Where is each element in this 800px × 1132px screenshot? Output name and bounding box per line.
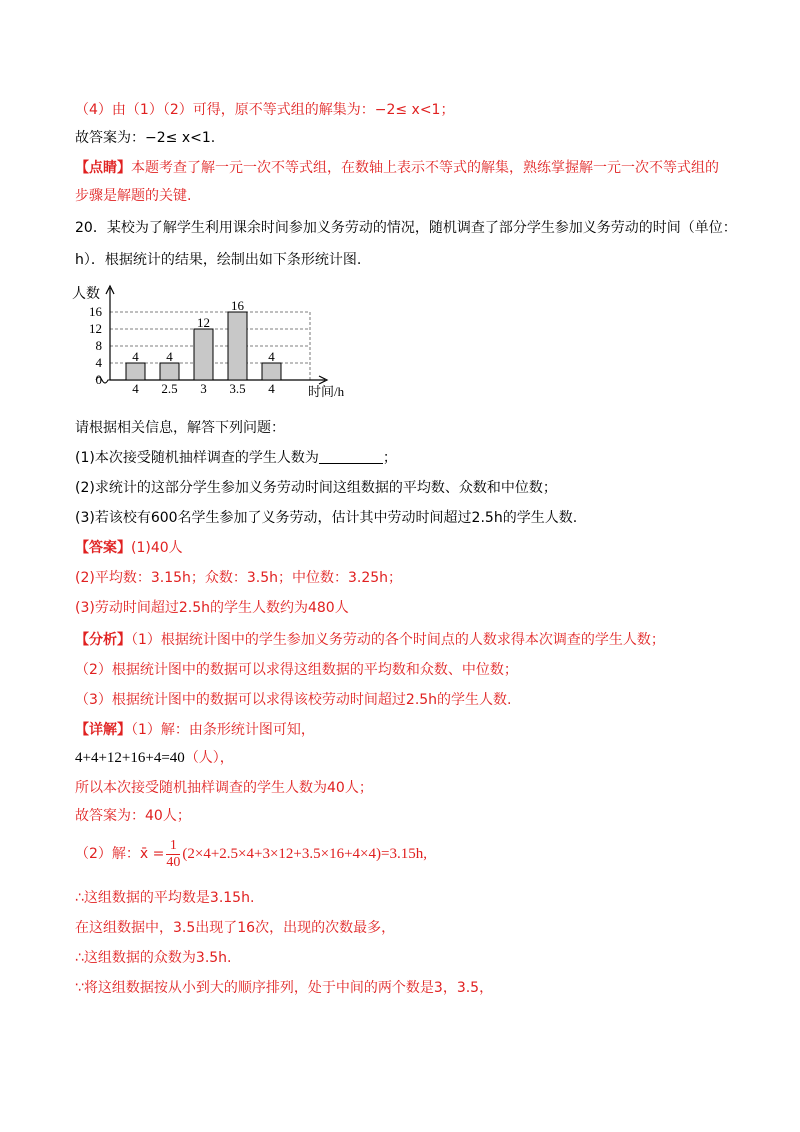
y-axis-label: 人数	[72, 287, 100, 302]
detail-2: 所以本次接受随机抽样调查的学生人数为40人；	[75, 780, 373, 796]
detail-1: 【详解】（1）解：由条形统计图可知，	[75, 722, 315, 738]
mean-formula: （2）解：x̄ = $\frac{1}{40}$ (2×4+2.5×4+3×12+3.5×16+4×4)=3.15h,	[75, 837, 427, 870]
detail-5: ∴这组数据的平均数是3.15h.	[75, 890, 255, 906]
bar-chart	[70, 282, 370, 402]
analysis-2: （2）根据统计图中的数据可以求得这组数据的平均数和众数、中位数；	[75, 662, 518, 678]
x-tick-label-0: 4	[132, 381, 139, 396]
bar-1	[160, 363, 179, 380]
bar-value-label-3: 16	[231, 298, 244, 313]
y-tick-label-16: 16	[89, 304, 102, 319]
sub-question-1: (1)本次接受随机抽样调查的学生人数为 ；	[75, 450, 397, 466]
bar-4	[262, 363, 281, 380]
x-tick-label-1: 2.5	[161, 381, 178, 396]
answer-line: 故答案为：−2≤ x<1.	[75, 130, 216, 146]
answer-2: (2)平均数：3.15h；众数：3.5h；中位数：3.25h；	[75, 570, 403, 586]
x-tick-label-3: 3.5	[229, 381, 246, 396]
detail-8: ∵将这组数据按从小到大的顺序排列，处于中间的两个数是3，3.5，	[75, 980, 494, 996]
comment-line-2: 步骤是解题的关键.	[75, 188, 192, 204]
answer-1: 【答案】(1)40人	[75, 540, 183, 556]
detail-3: 故答案为：40人；	[75, 808, 191, 824]
sub-question-3: (3)若该校有600名学生参加了义务劳动，估计其中劳动时间超过2.5h的学生人数.	[75, 510, 578, 526]
fraction: $\frac{1}{40}$	[166, 837, 181, 870]
sub-question-2: (2)求统计的这部分学生参加义务劳动时间这组数据的平均数、众数和中位数；	[75, 480, 557, 496]
analysis-3: （3）根据统计图中的数据可以求得该校劳动时间超过2.5h的学生人数.	[75, 692, 512, 708]
answer-3: (3)劳动时间超过2.5h的学生人数约为480人	[75, 600, 349, 616]
analysis-1: 【分析】（1）根据统计图中的学生参加义务劳动的各个时间点的人数求得本次调查的学生人数；	[75, 632, 665, 648]
bar-value-label-2: 12	[197, 315, 210, 330]
x-tick-label-4: 4	[268, 381, 275, 396]
question-20-line-2: h）．根据统计的结果，绘制出如下条形统计图.	[75, 252, 362, 268]
question-20-line-1: 20．某校为了解学生利用课余时间参加义务劳动的情况，随机调查了部分学生参加义务劳动的时间（单位：	[75, 220, 737, 236]
x-tick-label-2: 3	[200, 381, 207, 396]
bar-2	[194, 329, 213, 380]
bar-0	[126, 363, 145, 380]
y-tick-label-0: 0	[95, 372, 102, 387]
bar-value-label-1: 4	[166, 349, 173, 364]
y-tick-label-12: 12	[89, 321, 102, 336]
conclusion-line: （4）由（1）（2）可得，原不等式组的解集为：−2≤ x<1；	[75, 102, 455, 118]
answer-blank[interactable]	[319, 449, 383, 464]
comment-line-1: 【点睛】本题考查了解一元一次不等式组，在数轴上表示不等式的解集，熟练掌握解一元一次不等式组的	[75, 160, 719, 176]
equation-1: 4+4+12+16+4=40（人），	[75, 750, 234, 766]
bar-value-label-4: 4	[268, 349, 275, 364]
bar-value-label-0: 4	[132, 349, 139, 364]
detail-6: 在这组数据中，3.5出现了16次，出现的次数最多，	[75, 920, 396, 936]
y-tick-label-8: 8	[95, 338, 102, 353]
bar-3	[228, 312, 247, 380]
prompt-line: 请根据相关信息，解答下列问题：	[75, 420, 285, 436]
y-tick-label-4: 4	[95, 355, 102, 370]
detail-7: ∴这组数据的众数为3.5h.	[75, 950, 232, 966]
x-axis-label: 时间/h	[308, 384, 345, 399]
